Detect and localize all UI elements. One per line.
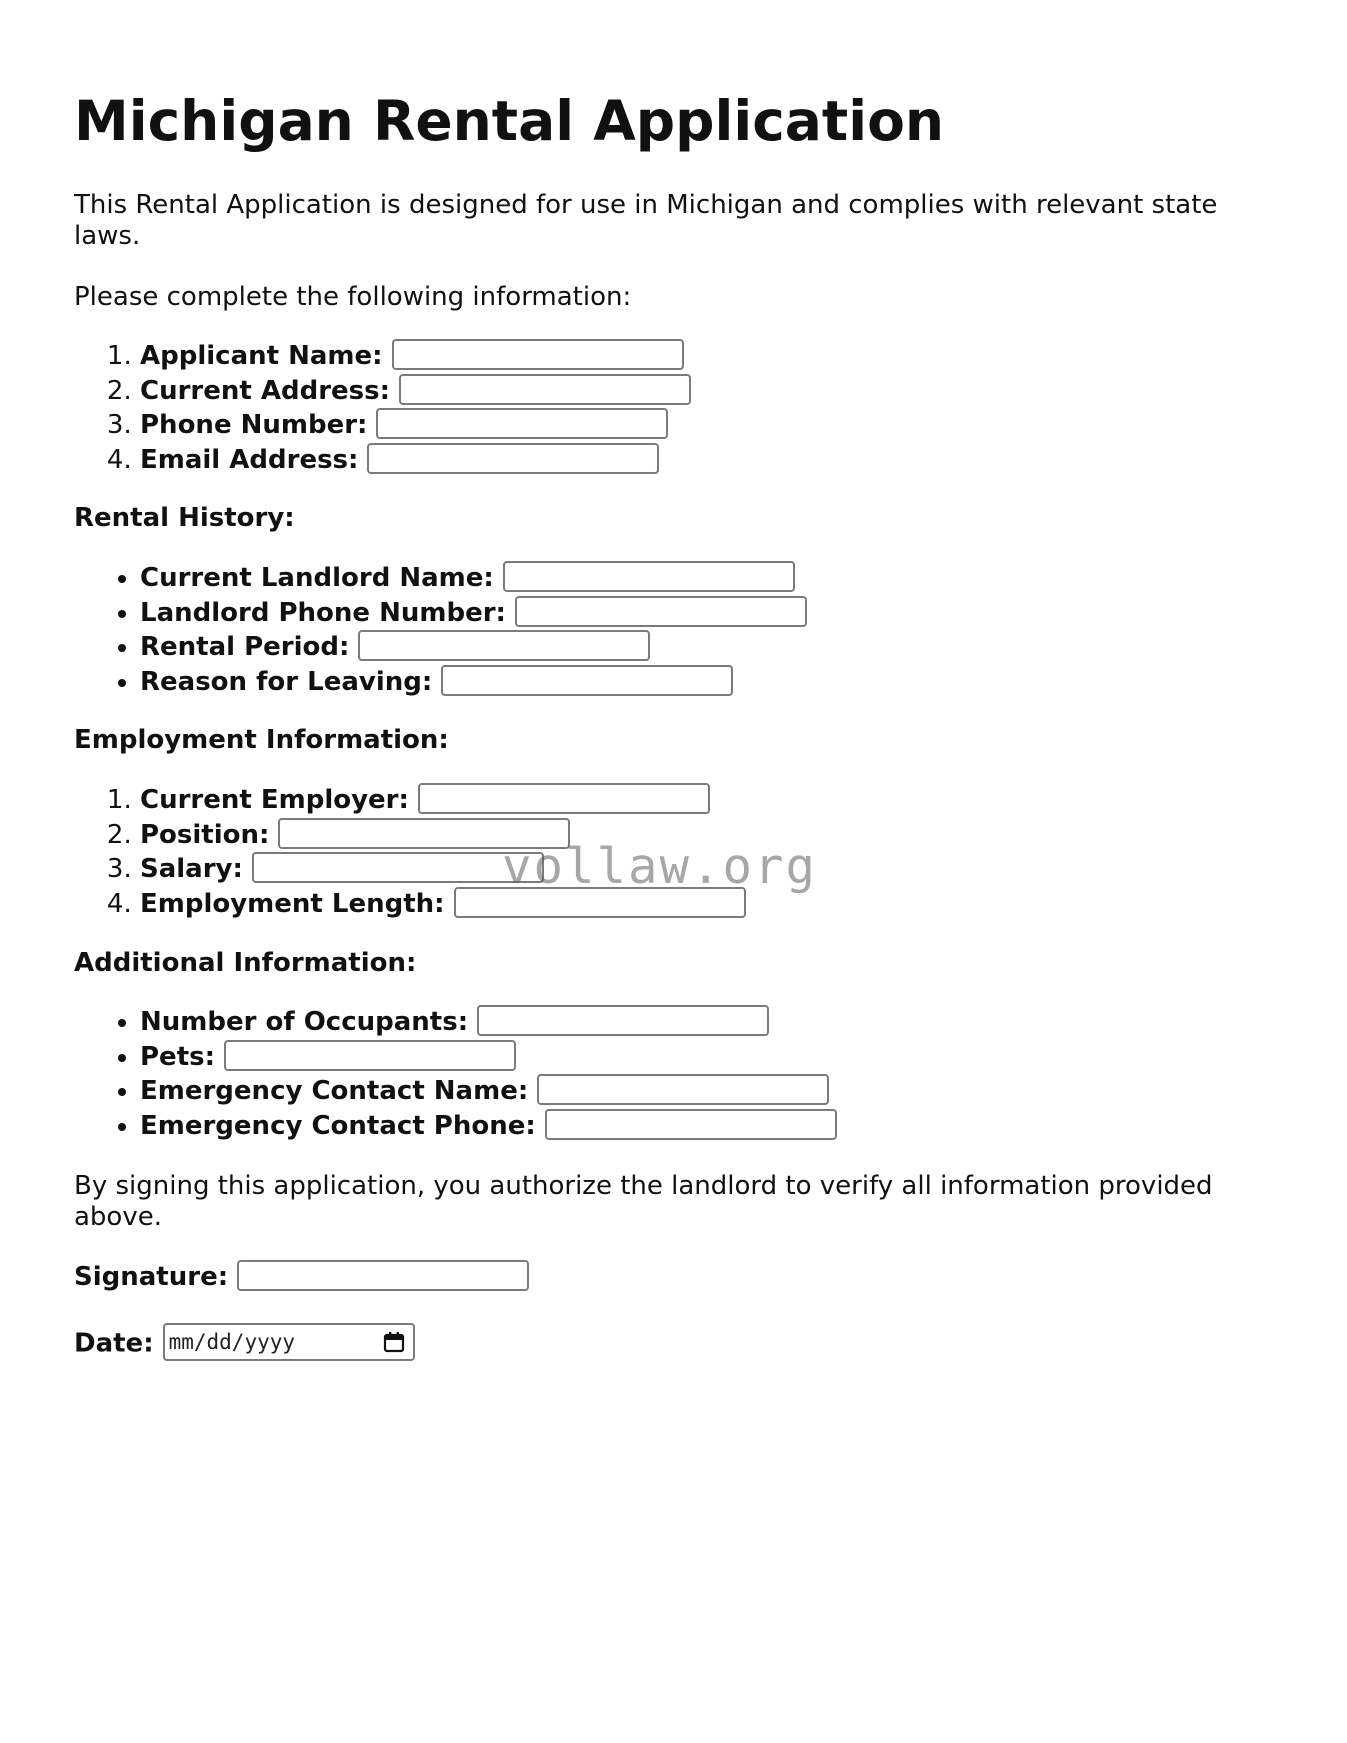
field-label: Current Landlord Name:	[140, 563, 494, 593]
additional-heading: Additional Information:	[74, 948, 417, 978]
date-label: Date:	[74, 1328, 154, 1359]
rental-history-list	[74, 561, 807, 699]
current-address-input[interactable]	[399, 374, 691, 405]
intro-text: This Rental Application is designed for use in Michigan and complies with relevant state laws.	[74, 190, 1218, 251]
field-label: Salary:	[140, 854, 243, 885]
field-label: Phone Number:	[140, 410, 368, 441]
list-item	[140, 630, 807, 665]
employment-heading: Employment Information:	[74, 725, 449, 755]
list-item	[140, 408, 691, 443]
current-employer-input[interactable]	[418, 783, 710, 814]
landlord-phone-input[interactable]	[515, 596, 807, 627]
signature-label: Signature:	[74, 1262, 229, 1292]
emergency-contact-name-input[interactable]	[537, 1074, 829, 1105]
salary-input[interactable]	[252, 852, 544, 883]
list-item	[140, 1005, 837, 1040]
date-input[interactable]	[163, 1323, 415, 1361]
list-item	[140, 339, 691, 374]
list-item	[140, 1109, 837, 1144]
field-label: Current Address:	[140, 375, 391, 406]
page-title: Michigan Rental Application	[74, 89, 945, 153]
rental-period-input[interactable]	[358, 630, 650, 661]
field-label: Applicant Name:	[140, 341, 383, 371]
field-label: Number of Occupants:	[140, 1007, 469, 1037]
emergency-contact-phone-input[interactable]	[545, 1109, 837, 1140]
date-placeholder: mm/dd/yyyy	[168, 1330, 296, 1354]
list-item	[140, 374, 691, 409]
field-label: Rental Period:	[140, 632, 350, 663]
applicant-list	[74, 339, 691, 477]
list-item	[140, 1074, 837, 1109]
reason-for-leaving-input[interactable]	[441, 665, 733, 696]
date-row	[74, 1325, 415, 1363]
field-label: Landlord Phone Number:	[140, 597, 506, 628]
list-item	[140, 1040, 837, 1075]
additional-list	[74, 1005, 837, 1143]
field-label: Email Address:	[140, 444, 359, 475]
field-label: Emergency Contact Name:	[140, 1076, 529, 1107]
list-item	[140, 665, 807, 700]
list-item	[140, 561, 807, 596]
authorization-text: By signing this application, you authorize the landlord to verify all information provided above.	[74, 1171, 1213, 1232]
instruction-text: Please complete the following information:	[74, 282, 632, 312]
list-item	[140, 596, 807, 631]
signature-row	[74, 1262, 529, 1293]
watermark: vollaw.org	[502, 838, 818, 895]
signature-input[interactable]	[237, 1260, 529, 1291]
list-item	[140, 443, 691, 478]
field-label: Position:	[140, 819, 270, 850]
field-label: Current Employer:	[140, 785, 409, 815]
occupants-input[interactable]	[477, 1005, 769, 1036]
rental-history-heading: Rental History:	[74, 503, 295, 533]
field-label: Emergency Contact Phone:	[140, 1110, 536, 1141]
email-address-input[interactable]	[367, 443, 659, 474]
landlord-name-input[interactable]	[503, 561, 795, 592]
applicant-name-input[interactable]	[392, 339, 684, 370]
calendar-icon[interactable]	[383, 1331, 405, 1353]
field-label: Pets:	[140, 1041, 215, 1072]
field-label: Employment Length:	[140, 888, 445, 919]
field-label: Reason for Leaving:	[140, 666, 433, 697]
pets-input[interactable]	[224, 1040, 516, 1071]
list-item	[140, 783, 746, 818]
phone-number-input[interactable]	[376, 408, 668, 439]
